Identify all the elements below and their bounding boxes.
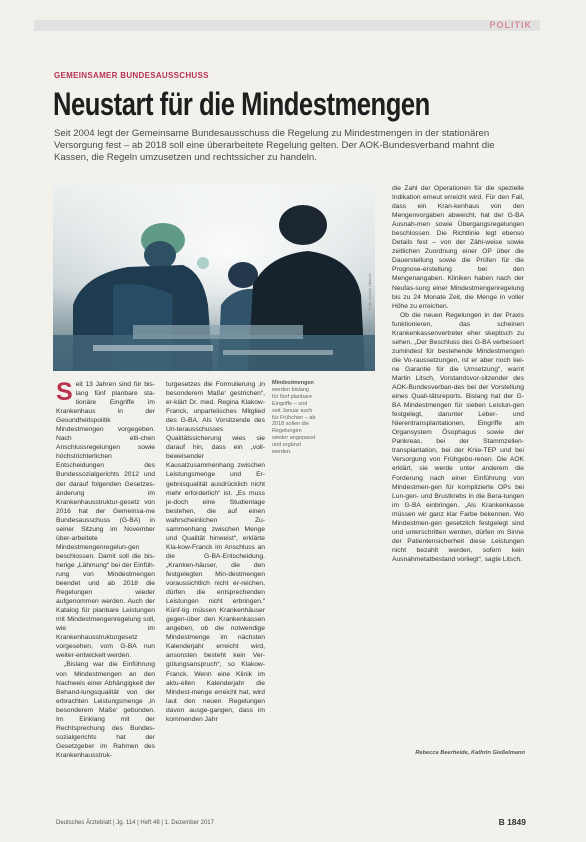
paragraph: turgesetzes die Formulierung ‚in besonderem Maße‘ gestrichen“, er-klärt Dr. med. Regina Klakow-Franck, unparteiisches Mitglied des G-BA. Als Vorsitzende des Un-terausschusses Qualitätssicherung wies sie darauf hin, dass ein „voll-beweisender Kausalzusammenhang zwischen Leistungsmenge und Er-gebnisqualität ausdrücklich nicht mehr erforderlich“ ist. „Es muss je-doch eine Studienlage bestehen, die auf einen wahrscheinlichen Zu-sammenhang zwischen Menge und Qualität hinweist“, erklärte Kla-kow-Franck im Anschluss an die G-BA-Entscheidung. „Kranken-häuser, die den festgelegten Min-destmengen voraussichtlich nicht er-reichen, dürfen die entsprechenden Leistungen nicht erbringen.“ Künf-tig müssen Krankenhäuser gegen-über den Krankenkassen angeben, ob die notwendige Mindestmenge im nächsten Kalenderjahr erreicht wird, ansonsten besteht kein Ver-gütungsanspruch“, so Klakow-Franck. Wenn eine Klinik im aktu-ellen Kalenderjahr die Mindest-menge erreicht hat, wird laut den neuen Regelungen davon ausge-gangen, dass im kommenden Jahr (166, 381, 265, 723)
sidebox-text: werden bislang für fünf planbare Eingriffe – und seit Januar auch für Frühchen – ab 2018 sollen die Regelungen wieder angepasst und ergänzt werden. (272, 386, 316, 456)
article-authors: Rebecca Beerheide, Kathrin Gießelmann (415, 750, 525, 756)
section-header-bar (34, 20, 540, 31)
paragraph: Ob die neuen Regelungen in der Praxis funktionieren, das scheinen Krankenkassenvertreter eher skeptisch zu sehen. „Der Beschluss des G-BA verbessert zumindest für bestehende Mindestmengen die Vo-raussetzungen, ist er aber noch kei-ne Garantie für die Umsetzung“, warnt Martin Litsch, Vorstandsvor-sitzender des AOK-Bundesverban-des bei der Vorstellung eines Quali-tätsreports. Bislang hat der G-BA Mindestmengen für sieben Leistun-gen festgelegt, darunter Leber- und Nierentransplantationen, Eingriffe am Organsystem Ösophagus sowie der Pankreas, bei der Stammzellen-transplantation, bei der Knie-TEP und bei Versorgung von Frühgebo-renen. Die AOK erklärt, sie werde unter anderem die Forderung nach einer Einführung von Mindestmen-gen für komplizierte OPs bei Lun-gen- und Brustkrebs in die Bera-tungen im G-BA einbringen. „Als Krankenkasse müssen wir ganz klar Farbe bekennen. Wo Mindestmen-gen gesetzlich festgelegt sind und unterschritten werden, dürfen im Sinne der Patientensicherheit diese Leistungen nicht bezahlt werden, sofern kein Ausnahmetatbestand vorliegt“, sagte Litsch. (392, 311, 524, 563)
article-lead: Seit 2004 legt der Gemeinsame Bundesausschuss die Regelung zu Mindestmengen in der stationären Versorgung fest – ab 2018 soll eine überarbeitete Regelung gelten. Der AOK-Bundesverband mahnt die Kassen, die Regeln umzusetzen und rechtssicher zu handeln. (54, 128, 495, 163)
text-column-2 (166, 380, 265, 815)
journal-citation: Deutsches Ärzteblatt | Jg. 114 | Heft 48 | 1. Dezember 2017 (56, 820, 214, 826)
article-title: Neustart für die Mindestmengen (53, 86, 430, 122)
info-sidebox (272, 380, 316, 456)
paragraph: eit 13 Jahren sind für bis-lang fünf planbare sta-tionäre Eingriffe im Krankenhaus in der Gesundheitspolitik Mindestmengen vorgegeben. Nach etli-chen Anschlussregelungen sowie höchstrichterlichen Entscheidungen des Bundessozialgerichts 2012 und der darauf folgenden Gesetzes-änderung im Krankenhausstruktur-gesetz von 2016 hat der Gemeinsa-me Bundesausschuss (G-BA) in seiner Sitzung im November über-arbeitete Mindestmengenregelun-gen beschlossen. Damit soll die bis-herige „Lähmung“ bei der Einfüh-rung von Mindestmengen beendet und ab 2018 die Regelungen wieder aufgenommen werden. Auch der Katalog für planbare Leistungen mit Mindestmengenregelung soll, wie im Krankenhausstrukturgesetz vorgesehen, vom G-BA nun weiter-entwickelt werden. (56, 381, 155, 660)
text-column-3 (392, 184, 524, 746)
drop-cap: S (56, 380, 73, 406)
paragraph: die Zahl der Operationen für die spezielle Indikation erneut erreicht wird. Für den Fall, dass ein Kran-kenhaus von den Mengenvorgaben abweicht, hat der G-BA Ausnah-men sowie Übergangsregelungen beschlossen. Die Richtlinie legt ebenso Details fest – von der Zähl-weise sowie zeitlichen Zuordnung einer OP über die Dauerstellung sowie die Prüfen für die Prognose-erstellung bei den Mengenangaben. Kliniken haben nach der Neufas-sung einer Mindestmengenregelung bis zu 24 Monate Zeit, die Menge in voller Höhe zu erreichen. (392, 185, 524, 310)
sidebox-title: Mindestmengen (272, 380, 314, 386)
text-column-1 (56, 380, 155, 815)
surgery-photo (53, 185, 375, 371)
article-kicker: GEMEINSAMER BUNDESAUSSCHUSS (54, 71, 209, 80)
section-label: POLITIK (489, 20, 532, 30)
photo-credit: Foto: picture alliance (367, 273, 372, 310)
paragraph: „Bislang war die Einführung von Mindestmengen an den Nachweis einer Abhängigkeit der Behand-lungsqualität von der erbrachten Leistungsmenge ‚in besonderem Maße‘ gebunden. Im Einklang mit der Rechtsprechung des Bundes-sozialgerichts hat der Gesetzgeber im Rahmen des Krankenhausstruk- (56, 661, 155, 759)
page-number: B 1849 (498, 817, 526, 827)
